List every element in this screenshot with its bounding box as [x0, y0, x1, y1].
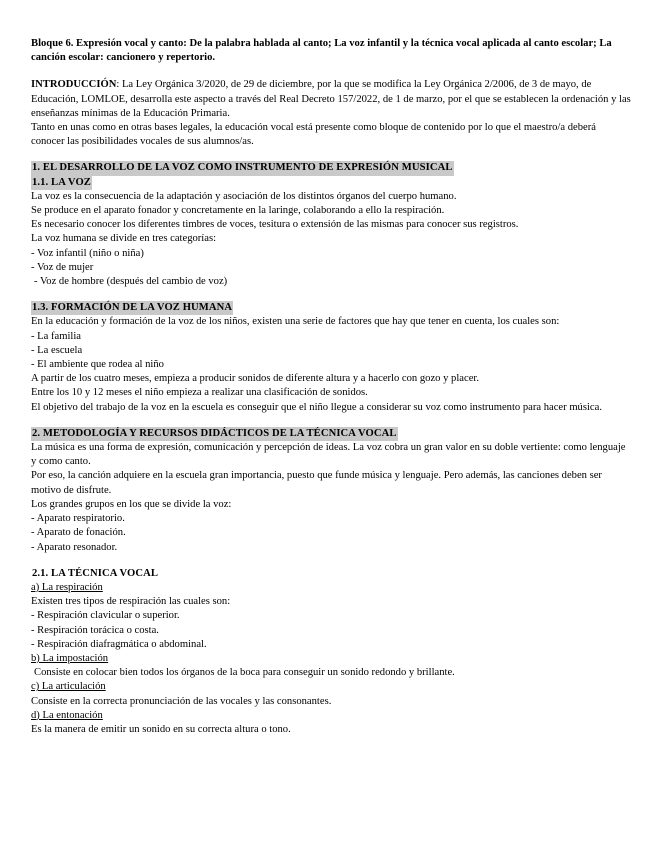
list-item: - El ambiente que rodea al niño — [31, 359, 164, 371]
section-heading-2: 2. METODOLOGÍA Y RECURSOS DIDÁCTICOS DE LA TÉCNICA VOCAL — [31, 427, 398, 441]
body-line: Los grandes grupos en los que se divide la voz: — [31, 498, 232, 510]
list-item: - Aparato resonador. — [31, 541, 118, 553]
title-label: Bloque 6 — [31, 38, 71, 49]
list-item: - Aparato respiratorio. — [31, 513, 125, 525]
section-heading-1: 1. EL DESARROLLO DE LA VOZ COMO INSTRUMENTO DE EXPRESIÓN MUSICAL — [31, 161, 454, 175]
list-item: - La familia — [31, 330, 81, 342]
body-paragraph: Por eso, la canción adquiere en la escuela gran importancia, puesto que funde música y lenguaje. Pero además, las canciones deben ser motivo de disfrute. — [31, 470, 602, 496]
body-line: Se produce en el aparato fonador y concretamente en la laringe, colaborando a ello la respiración. — [31, 205, 445, 217]
title-text: . Expresión vocal y canto: De la palabra hablada al canto; La voz infantil y la técnica vocal aplicada al canto escolar; La canción escolar: cancionero y repertorio. — [31, 38, 612, 64]
sub-heading-impostacion: b) La impostación — [31, 652, 109, 664]
document-page — [31, 37, 631, 737]
intro-lead: INTRODUCCIÓN — [31, 79, 117, 91]
body-paragraph: La música es una forma de expresión, comunicación y percepción de ideas. La voz cobra un gran valor en su doble vertiente: como lenguaje y como canto. — [31, 442, 626, 468]
body-line: Consiste en la correcta pronunciación de las vocales y las consonantes. — [31, 695, 332, 707]
sub-heading-respiracion: a) La respiración — [31, 581, 103, 593]
subsection-heading-2-1: 2.1. LA TÉCNICA VOCAL — [32, 567, 159, 579]
list-item: - Aparato de fonación. — [31, 527, 126, 539]
document-title — [31, 37, 631, 65]
body-line: Es necesario conocer los diferentes timbres de voces, tesitura o extensión de las mismas para conocer sus registros. — [31, 219, 519, 231]
body-line: La voz humana se divide en tres categorías: — [31, 233, 217, 245]
list-item: - Voz de hombre (después del cambio de voz) — [34, 276, 228, 288]
list-item: - Respiración clavicular o superior. — [31, 610, 180, 622]
list-item: - Respiración diafragmática o abdominal. — [31, 638, 207, 650]
body-line: A partir de los cuatro meses, empieza a producir sonidos de diferente altura y a hacerlo con gozo y placer. — [31, 373, 479, 385]
list-item: - Voz de mujer — [31, 261, 94, 273]
subsection-heading-1-1: 1.1. LA VOZ — [31, 176, 92, 190]
list-item: - Respiración torácica o costa. — [31, 624, 159, 636]
body-line: Consiste en colocar bien todos los órganos de la boca para conseguir un sonido redondo y brillante. — [34, 667, 455, 679]
body-line: Es la manera de emitir un sonido en su correcta altura o tono. — [31, 723, 291, 735]
list-item: - La escuela — [31, 344, 83, 356]
list-item: - Voz infantil (niño o niña) — [31, 247, 144, 259]
subsection-heading-1-3: 1.3. FORMACIÓN DE LA VOZ HUMANA — [31, 301, 233, 315]
intro-paragraph-2: Tanto en unas como en otras bases legales, la educación vocal está presente como bloque de contenido por lo que el maestro/a deberá conocer las posibilidades vocales de sus alumnos/as. — [31, 122, 596, 148]
body-line: La voz es la consecuencia de la adaptación y asociación de los distintos órganos del cuerpo humano. — [31, 190, 457, 202]
body-line: Entre los 10 y 12 meses el niño empieza a realizar una clasificación de sonidos. — [31, 387, 368, 399]
body-line: El objetivo del trabajo de la voz en la escuela es conseguir que el niño llegue a considerar su voz como instrumento para hacer música. — [31, 401, 602, 413]
intro-text: : La Ley Orgánica 3/2020, de 29 de diciembre, por la que se modifica la Ley Orgánica 2/2006, de 3 de mayo, de Educación, LOMLOE, desarrolla este aspecto a través del Real Decreto 157/2022, de 1 de marzo, por el que se establecen la ordenación y las enseñanzas mínimas de la Educación Primaria. — [31, 79, 631, 119]
sub-heading-entonacion: d) La entonación — [31, 709, 103, 721]
intro-paragraph — [31, 78, 631, 121]
sub-heading-articulacion: c) La articulación — [31, 681, 106, 693]
body-line: En la educación y formación de la voz de los niños, existen una serie de factores que hay que tener en cuenta, los cuales son: — [31, 316, 560, 328]
body-line: Existen tres tipos de respiración las cuales son: — [31, 596, 231, 608]
